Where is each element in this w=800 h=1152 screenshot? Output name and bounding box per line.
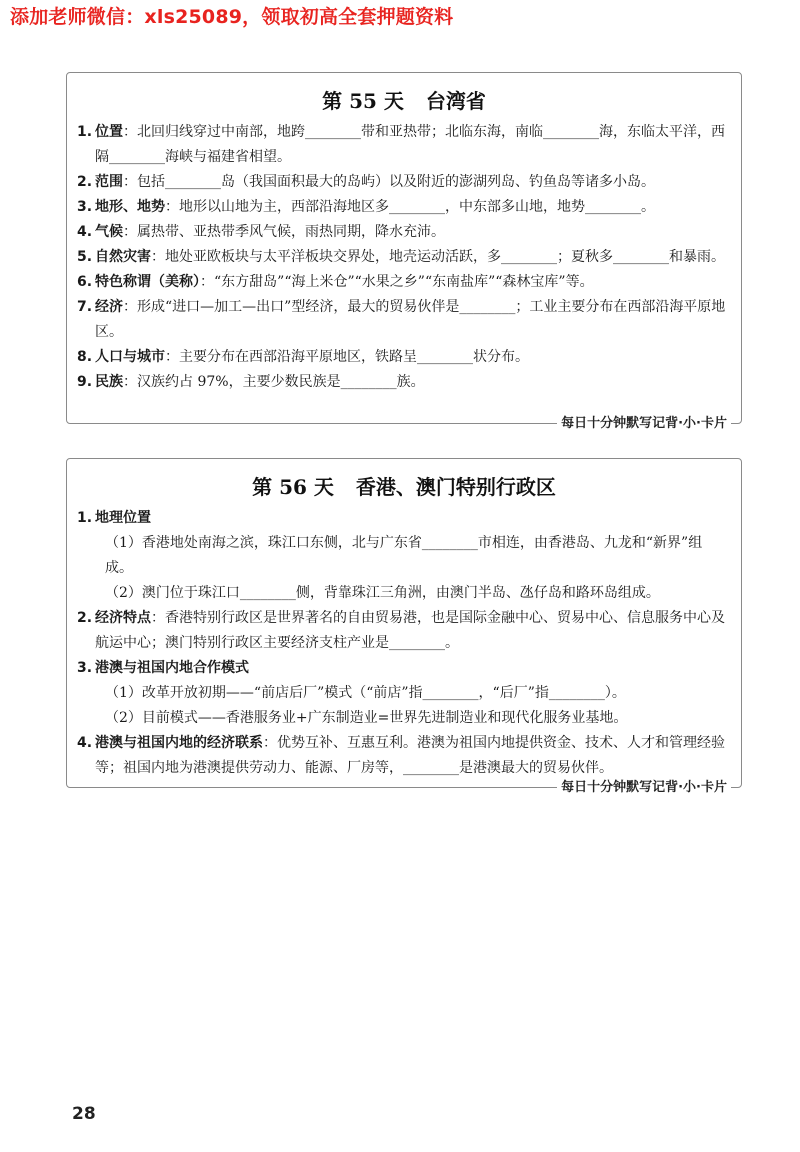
sub-item: （2）目前模式——香港服务业+广东制造业=世界先进制造业和现代化服务业基地。 <box>105 710 628 726</box>
item-text: ：形成“进口—加工—出口”型经济，最大的贸易伙伴是________；工业主要分布在西部沿海平原地区。 <box>95 299 726 340</box>
list-item <box>77 731 727 781</box>
item-text: ：地处亚欧板块与太平洋板块交界处，地壳运动活跃，多________；夏秋多________和暴雨。 <box>151 249 725 265</box>
item-number: 1. <box>77 124 93 140</box>
card-title <box>67 471 741 500</box>
item-list <box>67 120 741 395</box>
page-number: 28 <box>72 1104 96 1124</box>
item-number: 2. <box>77 174 93 190</box>
item-text: ：北回归线穿过中南部，地跨________带和亚热带；北临东海，南临________海，东临太平洋，西隔________海峡与福建省相望。 <box>95 124 725 165</box>
list-item <box>77 345 727 370</box>
list-item <box>77 120 727 170</box>
item-text: ：香港特别行政区是世界著名的自由贸易港，也是国际金融中心、贸易中心、信息服务中心及航运中心；澳门特别行政区主要经济支柱产业是________。 <box>95 610 725 651</box>
card-footer: 每日十分钟默写记背·小·卡片 <box>557 415 731 433</box>
item-text: ：优势互补、互惠互利。港澳为祖国内地提供资金、技术、人才和管理经验等；祖国内地为港澳提供劳动力、能源、厂房等，________是港澳最大的贸易伙伴。 <box>95 735 725 776</box>
list-item <box>77 170 727 195</box>
item-label: 经济 <box>95 299 123 315</box>
list-item <box>77 295 727 345</box>
card-day-55 <box>66 72 742 431</box>
item-number: 9. <box>77 374 93 390</box>
item-text: ：属热带、亚热带季风气候，雨热同期，降水充沛。 <box>123 224 445 240</box>
watermark-text: 添加老师微信：xls25089，领取初高全套押题资料 <box>10 6 454 28</box>
item-text: ：汉族约占 97%，主要少数民族是________族。 <box>123 374 425 390</box>
item-label: 位置 <box>95 124 123 140</box>
item-text: ：包括________岛（我国面积最大的岛屿）以及附近的澎湖列岛、钓鱼岛等诸多小岛。 <box>123 174 655 190</box>
title-day: 第 56 天 <box>252 475 334 499</box>
item-number: 8. <box>77 349 93 365</box>
item-text: ：地形以山地为主，西部沿海地区多________，中东部多山地，地势________。 <box>165 199 655 215</box>
card-footer: 每日十分钟默写记背·小·卡片 <box>557 779 731 797</box>
card-day-56 <box>66 458 742 795</box>
card-title <box>67 85 741 114</box>
item-number: 1. <box>77 510 93 526</box>
list-item <box>77 606 727 656</box>
item-label: 港澳与祖国内地合作模式 <box>95 660 249 676</box>
list-item <box>77 195 727 220</box>
item-label: 民族 <box>95 374 123 390</box>
item-number: 5. <box>77 249 93 265</box>
item-text: ：主要分布在西部沿海平原地区，铁路呈________状分布。 <box>165 349 529 365</box>
item-label: 人口与城市 <box>95 349 165 365</box>
title-topic: 香港、澳门特别行政区 <box>355 475 556 499</box>
item-label: 港澳与祖国内地的经济联系 <box>95 735 263 751</box>
item-label: 气候 <box>95 224 123 240</box>
item-number: 2. <box>77 610 93 626</box>
item-number: 4. <box>77 735 93 751</box>
item-label: 范围 <box>95 174 123 190</box>
list-item <box>77 245 727 270</box>
title-day: 第 55 天 <box>322 89 404 113</box>
list-item <box>77 656 727 681</box>
sub-item: （2）澳门位于珠江口________侧，背靠珠江三角洲，由澳门半岛、氹仔岛和路环岛组成。 <box>105 585 660 601</box>
list-item <box>77 506 727 531</box>
item-label: 特色称谓（美称） <box>95 274 200 290</box>
list-item <box>77 270 727 295</box>
item-number: 6. <box>77 274 93 290</box>
item-label: 地形、地势 <box>95 199 165 215</box>
item-label: 经济特点 <box>95 610 151 626</box>
item-number: 3. <box>77 199 93 215</box>
item-list <box>67 506 741 781</box>
item-label: 自然灾害 <box>95 249 151 265</box>
item-label: 地理位置 <box>95 510 151 526</box>
item-text: ：“东方甜岛”“海上米仓”“水果之乡”“东南盐库”“森林宝库”等。 <box>200 274 594 290</box>
list-item <box>77 220 727 245</box>
title-topic: 台湾省 <box>425 89 486 113</box>
list-item <box>77 370 727 395</box>
item-number: 3. <box>77 660 93 676</box>
item-number: 7. <box>77 299 93 315</box>
sub-item: （1）香港地处南海之滨，珠江口东侧，北与广东省________市相连，由香港岛、九龙和“新界”组成。 <box>105 535 703 576</box>
item-number: 4. <box>77 224 93 240</box>
sub-item: （1）改革开放初期——“前店后厂”模式（“前店”指________，“后厂”指________）。 <box>105 685 626 701</box>
